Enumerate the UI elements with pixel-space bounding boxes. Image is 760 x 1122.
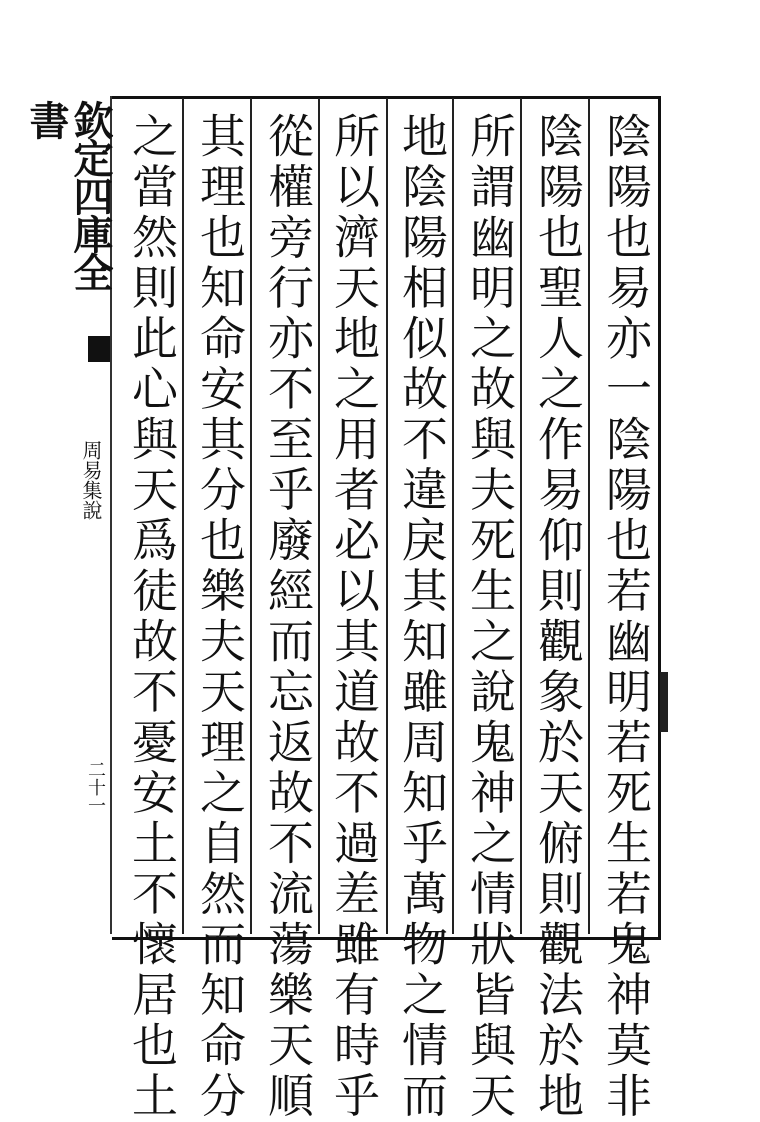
column-rule [588, 98, 590, 934]
book-name: 周易集說 [79, 440, 103, 520]
page-number: 二十一 [85, 760, 106, 814]
column-rule [520, 98, 522, 934]
text-column-7: 其理也知命安其分也樂夫天理之自然而知命分 [193, 112, 247, 1122]
edge-mark [660, 672, 668, 732]
text-column-4: 地陰陽相似故不違戾其知雖周知乎萬物之情而 [395, 112, 449, 1122]
margin-title: 欽定四庫全書 [23, 100, 114, 290]
column-rule [318, 98, 320, 934]
column-rule [386, 98, 388, 934]
text-column-2: 陰陽也聖人之作易仰則觀象於天俯則觀法於地 [531, 112, 585, 1122]
text-column-8: 之當然則此心與天爲徒故不憂安土不懷居也土 [125, 112, 179, 1122]
column-rule [250, 98, 252, 934]
text-column-6: 從權旁行亦不至乎廢經而忘返故不流蕩樂天順 [261, 112, 315, 1122]
column-rule [182, 98, 184, 934]
text-column-3: 所謂幽明之故與夫死生之說鬼神之情狀皆與天 [463, 112, 517, 1122]
fish-tail-mark [88, 336, 110, 362]
column-rule [452, 98, 454, 934]
text-column-5: 所以濟天地之用者必以其道故不過差雖有時乎 [327, 112, 381, 1122]
text-column-1: 陰陽也易亦一陰陽也若幽明若死生若鬼神莫非 [599, 112, 653, 1122]
